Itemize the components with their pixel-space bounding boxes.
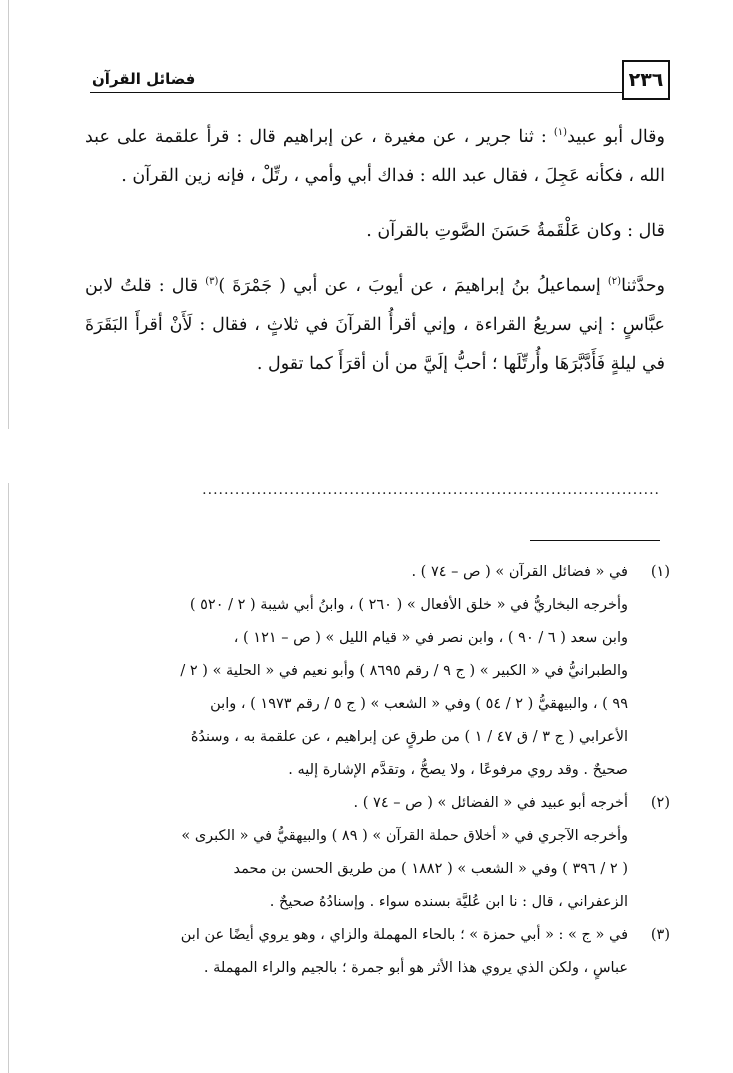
paragraph-1-start: وقال أبو عبيد [567,127,665,147]
footnote-line: ( ٢ / ٣٩٦ ) وفي « الشعب » ( ١٨٨٢ ) من طريق الحسن بن محمد [233,861,628,877]
footnote-line: أخرجه أبو عبيد في « الفضائل » ( ص – ٧٤ ) . [353,795,628,811]
header-rule [90,92,622,93]
footnote-number: (١) [650,564,670,580]
footnote-number: (٢) [650,795,670,811]
footnote-2 [85,787,670,919]
footnote-line: الزعفراني ، قال : نا ابن عُليَّة بسنده سواء . وإسنادُهُ صحيحٌ . [269,894,628,910]
paragraph-3-mid: إسماعيلُ بنُ إبراهيمَ ، عن أيوبَ ، عن أبي ( جَمْرَةَ ) [218,276,608,296]
footnote-line: ٩٩ ) ، والبيهقيُّ ( ٢ / ٥٤ ) وفي « الشعب » ( ج ٥ / رقم ١٩٧٣ ) ، وابن [210,696,628,712]
footnote-separator [530,540,660,541]
footnote-line: في « فضائل القرآن » ( ص – ٧٤ ) . [411,564,628,580]
footnote-marker-1: (١) [553,127,568,139]
dotted-separator: .................................................................................... [202,482,660,498]
footnotes [85,556,670,985]
footnote-line: وأخرجه الآجري في « أخلاق حملة القرآن » ( ٨٩ ) والبيهقيُّ في « الكبرى » [181,828,628,844]
footnote-1 [85,556,670,787]
footnote-marker-2: (٢) [607,276,622,288]
paragraph-1 [85,118,665,196]
footnote-line: وأخرجه البخاريُّ في « خلق الأفعال » ( ٢٦٠ ) ، وابنُ أبي شيبة ( ٢ / ٥٢٠ ) [189,597,628,613]
footnote-line: وابن سعد ( ٦ / ٩٠ ) ، وابن نصر في « قيام الليل » ( ص – ١٢١ ) ، [233,630,628,646]
paragraph-1-text: : ثنا جرير ، عن مغيرة ، عن إبراهيم قال : قرأ علقمة على عبد الله ، فكأنه عَجِلَ ، فقال عبد الله : فداك أبي وأمي ، رتِّلْ ، فإنه زين القرآن . [85,127,665,186]
paragraph-3 [85,267,665,384]
footnote-line: عباسٍ ، ولكن الذي يروي هذا الأثر هو أبو جمرة ؛ بالجيم والراء المهملة . [203,960,628,976]
scan-edge-line [8,0,9,1073]
footnote-line: الأعرابي ( ج ٣ / ق ٤٧ / ١ ) من طرقٍ عن إبراهيم ، عن علقمة به ، وسندُهُ [190,729,628,745]
footnote-line: في « ج » : « أبي حمزة » ؛ بالحاء المهملة والزاي ، وهو يروي أيضًا عن ابن [180,927,628,943]
footnote-body [85,556,628,787]
footnote-line: والطبرانيُّ في « الكبير » ( ج ٩ / رقم ٨٦٩٥ ) وأبو نعيم في « الحلية » ( ٢ / [180,663,628,679]
main-text [85,118,665,384]
footnote-line: صحيحٌ . وقد روي مرفوعًا ، ولا يصحُّ ، وتقدَّم الإشارة إليه . [288,762,628,778]
footnote-3 [85,919,670,985]
paragraph-2: قال : وكان عَلْقَمةُ حَسَنَ الصَّوتِ بالقرآن . [366,221,665,241]
footnote-number: (٣) [650,927,670,943]
page-number: ٢٣٦ [622,60,670,100]
footnote-marker-3: (٣) [205,276,219,288]
footnote-body [85,919,628,985]
paragraph-3-text: قال : قلتُ لابن عبَّاسٍ : إني سريعُ القراءة ، وإني أقرأُ القرآنَ في ثلاثٍ ، فقال : لَأَنْ أقرأَ البَقَرَةَ في ليلةٍ فَأَدَّبَّرَهَا وأُرتِّلَها ؛ أحبُّ إلَيَّ من أن أقرَأَ كما تقول . [85,276,665,374]
running-title: فضائل القرآن [92,70,196,88]
paragraph-3-start: وحدَّثنا [621,276,666,296]
page-header [90,60,670,108]
footnote-body [85,787,628,919]
